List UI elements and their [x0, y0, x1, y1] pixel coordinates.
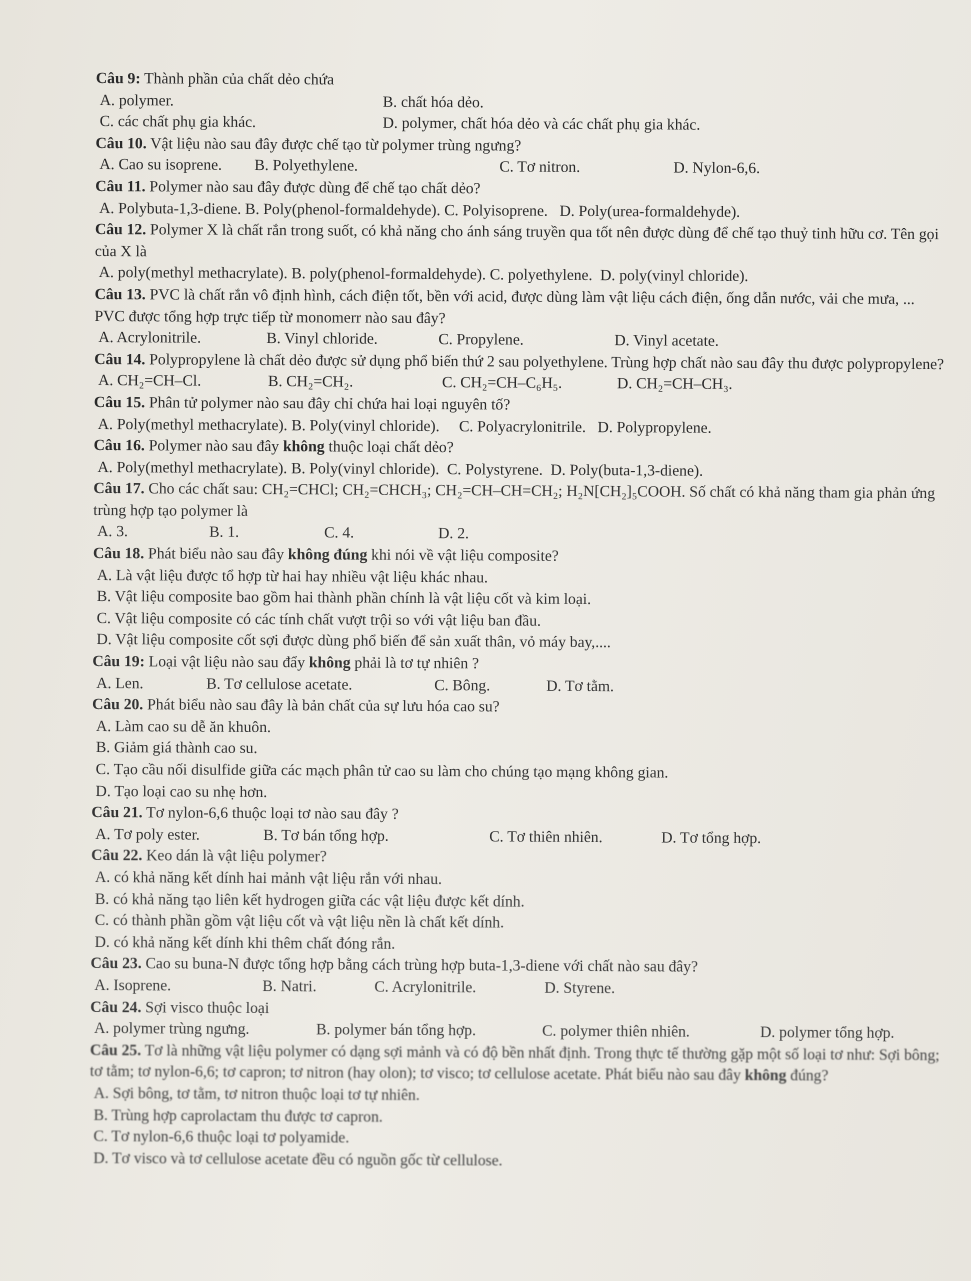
question-text: Loại vật liệu nào sau đẩy — [148, 653, 309, 672]
option-d: D. Tơ tổng hợp. — [661, 829, 762, 847]
question-text: PVC là chất rắn vô định hình, cách điện tốt, bền với acid, được dùng làm vật liệu cách điện, ống dẫn nước, vải che mưa, ... PVC được tổng hợp trực tiếp từ monomerr nào sau đây? — [94, 286, 915, 327]
option-c: C. Tơ thiên nhiên. — [489, 828, 603, 846]
options-line: A. poly(methyl methacrylate). B. poly(phenol-formaldehyde). C. polyethylene. D. poly(vinyl chloride). — [98, 264, 749, 286]
option-c: C. Vật liệu composite có các tính chất vượt trội so với vật liệu ban đầu. — [96, 609, 541, 630]
option-d: D. Tạo loại cao su nhẹ hơn. — [95, 782, 268, 801]
option-b: B. Giảm giá thành cao su. — [95, 739, 258, 758]
option-c: C. 4. — [324, 524, 355, 543]
option-a: A. có khả năng kết dính hai mảnh vật liệu rắn với nhau. — [95, 868, 442, 889]
option-c: C. Tạo cầu nối disulfide giữa các mạch phân tử cao su làm cho chúng tạo mạng không gian. — [95, 761, 669, 782]
option-d: D. Tơ visco và tơ cellulose acetate đều có nguồn gốc từ cellulose. — [93, 1149, 503, 1170]
option-b: B. 1. — [209, 524, 240, 542]
option-b: B. Tơ cellulose acetate. — [206, 675, 353, 694]
option-c: C. Tơ nylon-6,6 thuộc loại tơ polyamide. — [93, 1128, 350, 1147]
options-line: A. Poly(methyl methacrylate). B. Poly(vinyl chloride). C. Polyacrylonitrile. D. Polypropylene. — [97, 415, 712, 437]
question-9 — [96, 68, 946, 138]
question-label: Câu 24. — [90, 998, 142, 1016]
question-label: Câu 21. — [91, 804, 143, 822]
option-c: C. Acrylonitrile. — [374, 978, 477, 997]
option-c: C. có thành phần gồm vật liệu cốt và vật liệu nền là chất kết dính. — [94, 912, 505, 932]
question-label: Câu 9: — [95, 69, 141, 88]
option-a: A. Sợi bông, tơ tằm, tơ nitron thuộc loại tơ tự nhiên. — [93, 1084, 420, 1104]
option-d: D. polymer tổng hợp. — [760, 1024, 895, 1043]
question-24 — [90, 997, 940, 1045]
emphasis-text: không — [308, 654, 351, 672]
question-text: Cao su buna-N được tổng hợp bằng cách trùng hợp buta-1,3-diene với chất nào sau đây? — [145, 955, 699, 977]
option-a: A. Làm cao su dễ ăn khuôn. — [95, 717, 271, 736]
option-d: D. Vật liệu composite cốt sợi được dùng phổ biến để sản xuất thân, vỏ máy bay,.... — [96, 631, 611, 652]
question-text: Sợi visco thuộc loại — [145, 998, 270, 1017]
question-text-end: đúng? — [786, 1067, 829, 1085]
question-label: Câu 16. — [93, 437, 145, 455]
option-b: B. Vinyl chloride. — [266, 330, 378, 348]
question-23 — [90, 953, 940, 1001]
question-label: Câu 20. — [92, 696, 144, 714]
question-text: Phát biểu nào sau đây — [148, 545, 289, 564]
option-b: B. Natri. — [262, 977, 317, 996]
question-label: Câu 25. — [89, 1041, 142, 1060]
question-14 — [94, 349, 944, 397]
question-15 — [94, 392, 944, 440]
option-b: B. polymer bán tổng hợp. — [316, 1021, 477, 1040]
option-b: B. Vật liệu composite bao gồm hai thành phần chính là vật liệu cốt và kim loại. — [96, 588, 592, 609]
question-11 — [95, 176, 945, 224]
option-d: D. có khả năng kết dính khi thêm chất đóng rắn. — [94, 933, 396, 953]
emphasis-text: không — [744, 1067, 787, 1085]
option-c: C. CH₂=CH–C₆H₅. — [442, 374, 563, 393]
option-a: A. CH₂=CH–Cl. — [98, 372, 202, 390]
question-label: Câu 18. — [92, 545, 145, 563]
option-d: D. Nylon-6,6. — [673, 159, 761, 178]
question-text: Vật liệu nào sau đây được chế tạo từ polymer trùng ngưng? — [150, 135, 522, 155]
question-text: Tơ nylon-6,6 thuộc loại tơ nào sau đây ? — [146, 804, 399, 824]
option-d: D. Styrene. — [544, 979, 616, 998]
question-label: Câu 22. — [91, 847, 143, 865]
question-text: Thành phần của chất dẻo chứa — [144, 70, 335, 89]
question-18 — [92, 543, 943, 656]
question-17 — [93, 478, 943, 548]
question-text: Phát biểu nào sau đây là bản chất của sự lưu hóa cao su? — [147, 696, 500, 716]
question-21 — [91, 802, 941, 850]
question-text: Keo dán là vật liệu polymer? — [146, 847, 327, 866]
option-d: D. CH₂=CH–CH₃. — [617, 375, 733, 394]
option-a: A. polymer. — [99, 91, 174, 110]
question-text-end: thuộc loại chất dẻo? — [324, 438, 454, 457]
question-sheet — [89, 68, 946, 1174]
question-label: Câu 19: — [92, 653, 145, 671]
question-label: Câu 17. — [93, 480, 145, 498]
option-a: A. Là vật liệu được tổ hợp từ hai hay nhiều vật liệu khác nhau. — [96, 566, 489, 587]
option-a: A. Isoprene. — [94, 976, 172, 995]
option-a: A. Cao su isoprene. — [99, 156, 223, 175]
option-b: B. CH₂=CH₂. — [268, 373, 354, 391]
question-text: Polymer nào sau đây được dùng để chế tạo chất dẻo? — [149, 178, 481, 198]
option-c: C. Bông. — [434, 676, 491, 695]
options-line: A. Poly(methyl methacrylate). B. Poly(vinyl chloride). C. Polystyrene. D. Poly(buta-1,3-diene). — [97, 458, 704, 480]
option-a: A. Tơ poly ester. — [95, 825, 200, 844]
option-b: B. chất hóa dẻo. — [382, 93, 484, 111]
question-10 — [95, 133, 945, 181]
question-text: Polypropylene là chất dẻo được sử dụng phổ biến thứ 2 sau polyethylene. Trùng hợp chất nào sau đây thu được polypropylene? — [149, 351, 945, 373]
option-a: A. polymer trùng ngưng. — [94, 1020, 250, 1039]
option-d: D. polymer, chất hóa dẻo và các chất phụ gia khác. — [382, 114, 701, 134]
option-a: A. 3. — [97, 523, 128, 541]
option-d: D. Vinyl acetate. — [614, 332, 719, 350]
question-label: Câu 14. — [94, 350, 146, 369]
question-text-end: khi nói về vật liệu composite? — [367, 546, 559, 565]
question-text-end: phải là tơ tự nhiên ? — [350, 654, 480, 673]
question-label: Câu 11. — [95, 177, 146, 196]
question-text: Tơ là những vật liệu polymer có dạng sợi mảnh và có độ bền nhất định. Trong thực tế thường gặp một số loại tơ như: Sợi bông; tơ tằm; tơ nylon-6,6; tơ capron; tơ nitron (hay olon); tơ visco; tơ cellulose acetate. Phát biểu nào sau đây — [89, 1042, 940, 1085]
option-d: D. 2. — [438, 525, 469, 543]
option-b: B. Trùng hợp caprolactam thu được tơ capron. — [93, 1106, 383, 1126]
question-label: Câu 12. — [94, 221, 147, 239]
option-d: D. Tơ tằm. — [546, 677, 615, 695]
emphasis-text: không — [282, 438, 325, 456]
option-b: B. Polyethylene. — [254, 157, 358, 175]
question-20 — [92, 694, 943, 807]
option-c: C. Tơ nitron. — [499, 158, 581, 177]
question-22 — [91, 845, 942, 958]
question-label: Câu 10. — [95, 134, 147, 153]
emphasis-text: không đúng — [287, 546, 368, 564]
question-13 — [94, 284, 944, 354]
question-text: Polymer X là chất rắn trong suốt, có khả năng cho ánh sáng truyền qua tốt nên được dùng để chế tạo thuỷ tinh hữu cơ. Tên gọi của X là — [94, 221, 939, 261]
options-line: A. Polybuta-1,3-diene. B. Poly(phenol-formaldehyde). C. Polyisoprene. D. Poly(urea-formaldehyde). — [99, 199, 741, 221]
option-a: A. Len. — [96, 674, 144, 692]
question-label: Câu 15. — [93, 393, 146, 412]
question-12 — [95, 219, 945, 289]
option-c: C. polymer thiên nhiên. — [542, 1022, 690, 1041]
option-b: B. Tơ bán tổng hợp. — [263, 826, 389, 845]
option-b: B. có khả năng tạo liên kết hydrogen giữa các vật liệu được kết dính. — [94, 890, 525, 911]
option-c: C. Propylene. — [438, 331, 524, 349]
question-19 — [92, 651, 942, 699]
question-text: Phân tử polymer nào sau đây chỉ chứa hai loại nguyên tố? — [148, 394, 511, 414]
question-label: Câu 23. — [90, 955, 142, 973]
question-16 — [93, 435, 943, 483]
question-25 — [89, 1040, 940, 1175]
option-a: A. Acrylonitrile. — [98, 329, 202, 347]
question-text: Polymer nào sau đây — [148, 437, 284, 456]
question-text: Cho các chất sau: CH₂=CHCl; CH₂=CHCH₃; CH₂=CH–CH=CH₂; H₂N[CH₂]₅COOH. Số chất có khả năng tham gia phản ứng trùng hợp tạo polymer là — [93, 480, 936, 520]
option-c: C. các chất phụ gia khác. — [99, 113, 257, 132]
question-label: Câu 13. — [94, 285, 146, 304]
